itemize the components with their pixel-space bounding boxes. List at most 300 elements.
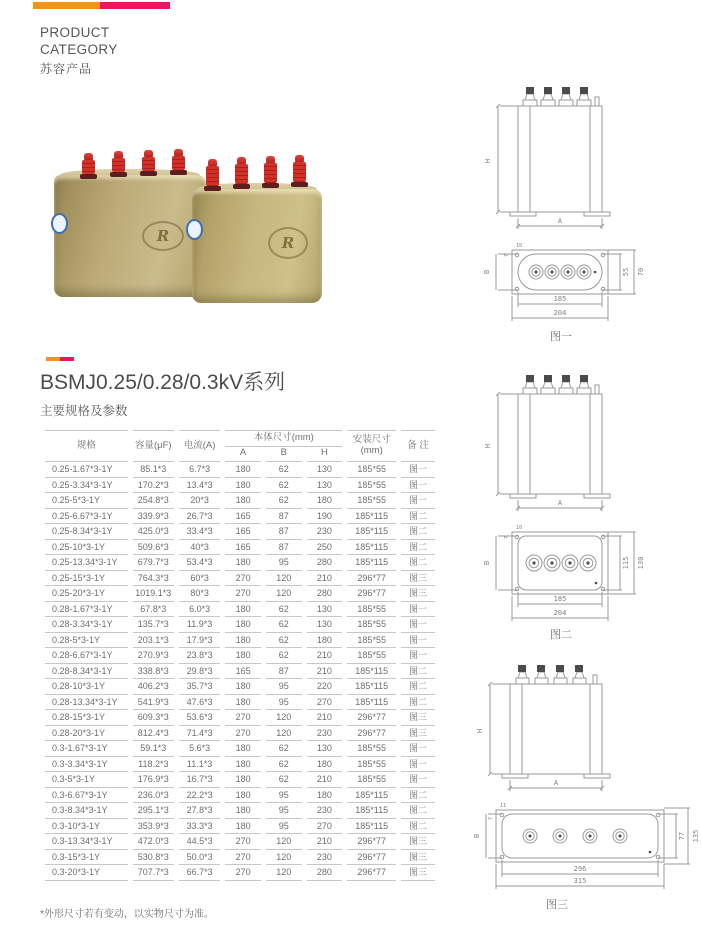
table-cell: 270	[307, 695, 343, 711]
table-row	[45, 819, 435, 835]
dim-inner-h: 115	[622, 556, 630, 570]
table-cell: 180	[307, 493, 343, 509]
table-cell: 0.25-10*3-1Y	[45, 540, 128, 556]
table-row	[45, 726, 435, 742]
terminal-icon	[142, 150, 155, 176]
table-cell: 185*55	[347, 602, 396, 618]
table-cell: 图二	[401, 664, 435, 680]
table-cell: 62	[266, 602, 302, 618]
table-cell: 95	[266, 788, 302, 804]
table-cell: 353.9*3	[133, 819, 174, 835]
table-cell: 180	[225, 741, 261, 757]
table-cell: 62	[266, 648, 302, 664]
table-cell: 185*115	[347, 555, 396, 571]
table-cell: 0.28-15*3-1Y	[45, 710, 128, 726]
table-cell: 87	[266, 509, 302, 525]
footnote: *外形尺寸若有变动，以实物尺寸为准。	[40, 909, 214, 920]
table-cell: 185*115	[347, 524, 396, 540]
table-cell: 26.7*3	[179, 509, 220, 525]
brand-bar-orange	[33, 2, 100, 9]
dim-outer-w: 204	[553, 609, 567, 617]
table-row	[45, 710, 435, 726]
dim-small-2: 7	[504, 253, 510, 257]
table-cell: 185*115	[347, 540, 396, 556]
table-row	[45, 803, 435, 819]
table-row	[45, 788, 435, 804]
dim-outer-w: 315	[573, 877, 587, 885]
table-cell: 118.2*3	[133, 757, 174, 773]
dim-outer-h: 70	[637, 267, 645, 277]
table-cell: 图二	[401, 695, 435, 711]
dim-inner-w: 185	[553, 595, 567, 603]
table-cell: 11.9*3	[179, 617, 220, 633]
table-cell: 95	[266, 555, 302, 571]
table-cell: 185*55	[347, 493, 396, 509]
table-cell: 5.6*3	[179, 741, 220, 757]
table-cell: 47.6*3	[179, 695, 220, 711]
table-cell: 210	[307, 772, 343, 788]
col-header-note: 备 注	[401, 430, 435, 462]
table-cell: 170.2*3	[133, 478, 174, 494]
table-cell: 296*77	[347, 865, 396, 881]
table-cell: 图三	[401, 865, 435, 881]
table-cell: 图一	[401, 493, 435, 509]
table-cell: 62	[266, 741, 302, 757]
table-cell: 707.7*3	[133, 865, 174, 881]
table-row	[45, 741, 435, 757]
terminal-icon	[172, 149, 185, 175]
table-cell: 0.28-3.34*3-1Y	[45, 617, 128, 633]
table-cell: 0.3-1.67*3-1Y	[45, 741, 128, 757]
table-cell: 180	[225, 555, 261, 571]
section-divider	[46, 357, 74, 361]
table-cell: 0.3-15*3-1Y	[45, 850, 128, 866]
spec-table-header	[45, 430, 435, 462]
table-cell: 180	[307, 788, 343, 804]
table-cell: 图二	[401, 679, 435, 695]
table-cell: 0.25-15*3-1Y	[45, 571, 128, 587]
table-cell: 0.3-20*3-1Y	[45, 865, 128, 881]
table-row	[45, 586, 435, 602]
table-cell: 236.0*3	[133, 788, 174, 804]
table-cell: 0.3-5*3-1Y	[45, 772, 128, 788]
table-cell: 图三	[401, 586, 435, 602]
table-cell: 85.1*3	[133, 462, 174, 478]
figure-3-drawing	[472, 662, 702, 894]
capacitor-right	[192, 189, 322, 303]
table-cell: 165	[225, 540, 261, 556]
table-cell: 230	[307, 803, 343, 819]
table-row	[45, 524, 435, 540]
table-cell: 67.8*3	[133, 602, 174, 618]
table-cell: 130	[307, 602, 343, 618]
table-cell: 165	[225, 664, 261, 680]
col-header-capacity: 容量(μF)	[133, 430, 174, 462]
table-cell: 图一	[401, 478, 435, 494]
page-title: BSMJ0.25/0.28/0.3kV系列	[40, 371, 286, 394]
terminal-icon	[112, 151, 125, 177]
table-row	[45, 633, 435, 649]
header-subtitle: 苏容产品	[40, 62, 93, 76]
dim-label-a: A	[557, 217, 563, 225]
table-cell: 图一	[401, 757, 435, 773]
page-header	[40, 24, 118, 78]
logo-letter: R	[281, 234, 295, 252]
col-header-a: A	[225, 447, 261, 463]
table-cell: 203.1*3	[133, 633, 174, 649]
table-cell: 23.8*3	[179, 648, 220, 664]
table-cell: 40*3	[179, 540, 220, 556]
table-row	[45, 462, 435, 478]
table-row	[45, 555, 435, 571]
table-cell: 541.9*3	[133, 695, 174, 711]
table-cell: 180	[225, 695, 261, 711]
table-cell: 120	[266, 850, 302, 866]
table-cell: 35.7*3	[179, 679, 220, 695]
table-cell: 280	[307, 555, 343, 571]
table-cell: 180	[225, 602, 261, 618]
table-cell: 220	[307, 679, 343, 695]
table-cell: 图二	[401, 540, 435, 556]
table-cell: 60*3	[179, 571, 220, 587]
table-cell: 185*115	[347, 803, 396, 819]
terminal-icon	[82, 153, 95, 179]
table-cell: 图一	[401, 648, 435, 664]
table-cell: 0.3-6.67*3-1Y	[45, 788, 128, 804]
table-cell: 180	[225, 757, 261, 773]
dim-inner-h: 55	[622, 267, 630, 277]
col-header-spec: 规格	[45, 430, 128, 462]
mount-line2: (mm)	[360, 445, 383, 456]
table-cell: 图一	[401, 617, 435, 633]
table-cell: 270	[225, 586, 261, 602]
table-cell: 185*55	[347, 741, 396, 757]
table-cell: 0.28-10*3-1Y	[45, 679, 128, 695]
table-cell: 180	[225, 679, 261, 695]
capacitor-left	[54, 175, 206, 297]
header-line2: CATEGORY	[40, 42, 118, 57]
table-cell: 296*77	[347, 586, 396, 602]
table-cell: 95	[266, 695, 302, 711]
table-cell: 95	[266, 679, 302, 695]
table-cell: 120	[266, 710, 302, 726]
table-cell: 165	[225, 524, 261, 540]
figure-3	[472, 662, 702, 912]
table-cell: 210	[307, 571, 343, 587]
table-cell: 180	[225, 819, 261, 835]
table-cell: 180	[225, 617, 261, 633]
table-cell: 0.25-8.34*3-1Y	[45, 524, 128, 540]
table-cell: 250	[307, 540, 343, 556]
table-cell: 296*77	[347, 571, 396, 587]
col-header-b: B	[266, 447, 302, 463]
table-cell: 180	[225, 478, 261, 494]
table-cell: 180	[225, 772, 261, 788]
table-cell: 53.6*3	[179, 710, 220, 726]
table-cell: 812.4*3	[133, 726, 174, 742]
table-cell: 13.4*3	[179, 478, 220, 494]
table-cell: 11.1*3	[179, 757, 220, 773]
table-cell: 0.25-5*3-1Y	[45, 493, 128, 509]
table-cell: 95	[266, 803, 302, 819]
dim-small-2: 7	[504, 535, 510, 539]
product-photo	[40, 133, 340, 315]
col-header-current: 电流(A)	[179, 430, 220, 462]
figure-2-drawing	[476, 372, 702, 624]
table-row	[45, 679, 435, 695]
terminal-icon	[235, 157, 248, 189]
table-cell: 图二	[401, 509, 435, 525]
table-cell: 图一	[401, 462, 435, 478]
table-cell: 33.4*3	[179, 524, 220, 540]
table-cell: 1019.1*3	[133, 586, 174, 602]
dim-label-h: H	[476, 728, 484, 734]
table-cell: 62	[266, 462, 302, 478]
table-cell: 17.9*3	[179, 633, 220, 649]
table-row	[45, 648, 435, 664]
dim-small-1: 11	[500, 803, 507, 809]
table-cell: 270	[225, 710, 261, 726]
table-cell: 120	[266, 586, 302, 602]
table-cell: 22.2*3	[179, 788, 220, 804]
table-cell: 图三	[401, 571, 435, 587]
table-row	[45, 571, 435, 587]
figure-3-caption: 图三	[546, 899, 568, 911]
table-cell: 185*55	[347, 757, 396, 773]
table-cell: 338.8*3	[133, 664, 174, 680]
table-cell: 180	[307, 757, 343, 773]
table-cell: 296*77	[347, 850, 396, 866]
table-cell: 95	[266, 819, 302, 835]
table-cell: 270	[307, 819, 343, 835]
table-cell: 280	[307, 865, 343, 881]
table-cell: 530.8*3	[133, 850, 174, 866]
table-cell: 185*115	[347, 695, 396, 711]
table-row	[45, 772, 435, 788]
terminal-icon	[264, 156, 277, 188]
dim-inner-h: 77	[678, 831, 686, 841]
table-cell: 210	[307, 834, 343, 850]
table-cell: 87	[266, 664, 302, 680]
table-cell: 120	[266, 571, 302, 587]
table-cell: 254.8*3	[133, 493, 174, 509]
table-row	[45, 865, 435, 881]
table-cell: 270	[225, 834, 261, 850]
table-cell: 50.0*3	[179, 850, 220, 866]
table-row	[45, 478, 435, 494]
table-cell: 180	[307, 633, 343, 649]
col-header-body-dims: 本体尺寸(mm)	[225, 430, 342, 447]
table-cell: 图二	[401, 819, 435, 835]
table-cell: 185*55	[347, 772, 396, 788]
table-row	[45, 617, 435, 633]
table-cell: 280	[307, 586, 343, 602]
table-cell: 0.28-5*3-1Y	[45, 633, 128, 649]
table-cell: 406.2*3	[133, 679, 174, 695]
dim-label-h: H	[484, 158, 492, 164]
figure-1	[476, 84, 702, 344]
table-cell: 图二	[401, 555, 435, 571]
table-cell: 180	[225, 803, 261, 819]
table-cell: 210	[307, 710, 343, 726]
dim-label-a: A	[553, 779, 559, 787]
dim-label-a: A	[557, 499, 563, 507]
table-row	[45, 664, 435, 680]
table-cell: 180	[225, 462, 261, 478]
figure-2	[476, 372, 702, 642]
dim-label-h: H	[484, 443, 492, 449]
table-cell: 6.0*3	[179, 602, 220, 618]
table-cell: 296*77	[347, 834, 396, 850]
table-cell: 图三	[401, 726, 435, 742]
table-cell: 509.6*3	[133, 540, 174, 556]
figure-1-caption: 图一	[550, 331, 572, 343]
table-cell: 120	[266, 726, 302, 742]
dim-small-1: 10	[516, 525, 523, 531]
dim-outer-h: 130	[637, 556, 645, 570]
table-cell: 185*55	[347, 617, 396, 633]
table-cell: 130	[307, 617, 343, 633]
table-row	[45, 509, 435, 525]
section-subtitle: 主要规格及参数	[40, 404, 128, 418]
table-cell: 图二	[401, 788, 435, 804]
table-cell: 62	[266, 493, 302, 509]
table-cell: 270.9*3	[133, 648, 174, 664]
table-cell: 425.0*3	[133, 524, 174, 540]
dim-inner-w: 296	[573, 865, 587, 873]
dim-label-b: B	[483, 269, 491, 275]
table-cell: 176.9*3	[133, 772, 174, 788]
table-cell: 270	[225, 865, 261, 881]
table-cell: 130	[307, 478, 343, 494]
brand-emboss-logo	[268, 227, 308, 259]
table-cell: 0.25-1.67*3-1Y	[45, 462, 128, 478]
table-cell: 230	[307, 524, 343, 540]
table-row	[45, 695, 435, 711]
dim-outer-w: 204	[553, 309, 567, 317]
dim-small-1: 10	[516, 243, 523, 249]
table-cell: 图一	[401, 741, 435, 757]
table-cell: 679.7*3	[133, 555, 174, 571]
table-cell: 472.0*3	[133, 834, 174, 850]
table-cell: 185*115	[347, 819, 396, 835]
table-cell: 0.3-8.34*3-1Y	[45, 803, 128, 819]
table-cell: 53.4*3	[179, 555, 220, 571]
table-cell: 0.28-6.67*3-1Y	[45, 648, 128, 664]
table-cell: 764.3*3	[133, 571, 174, 587]
table-cell: 图二	[401, 524, 435, 540]
table-cell: 62	[266, 617, 302, 633]
table-cell: 185*55	[347, 462, 396, 478]
table-row	[45, 540, 435, 556]
table-cell: 66.7*3	[179, 865, 220, 881]
table-cell: 0.28-8.34*3-1Y	[45, 664, 128, 680]
table-cell: 27.8*3	[179, 803, 220, 819]
table-cell: 130	[307, 741, 343, 757]
mount-line1: 安装尺寸	[352, 434, 391, 446]
table-cell: 120	[266, 834, 302, 850]
table-row	[45, 493, 435, 509]
table-cell: 20*3	[179, 493, 220, 509]
table-cell: 120	[266, 865, 302, 881]
table-row	[45, 850, 435, 866]
table-cell: 270	[225, 850, 261, 866]
table-cell: 0.28-13.34*3-1Y	[45, 695, 128, 711]
table-cell: 296*77	[347, 710, 396, 726]
col-header-h: H	[307, 447, 343, 463]
table-cell: 270	[225, 571, 261, 587]
table-cell: 0.3-10*3-1Y	[45, 819, 128, 835]
table-cell: 296*77	[347, 726, 396, 742]
table-cell: 图三	[401, 834, 435, 850]
table-cell: 0.25-20*3-1Y	[45, 586, 128, 602]
table-row	[45, 757, 435, 773]
dim-label-b: B	[483, 560, 491, 566]
brand-emboss-logo	[142, 221, 184, 251]
table-cell: 87	[266, 524, 302, 540]
table-cell: 62	[266, 633, 302, 649]
dim-small-2: 7	[488, 816, 494, 820]
cert-label-icon	[51, 213, 68, 234]
table-row	[45, 602, 435, 618]
table-cell: 图一	[401, 602, 435, 618]
table-cell: 130	[307, 462, 343, 478]
table-cell: 0.28-20*3-1Y	[45, 726, 128, 742]
table-cell: 87	[266, 540, 302, 556]
table-cell: 59.1*3	[133, 741, 174, 757]
table-cell: 135.7*3	[133, 617, 174, 633]
dim-outer-h: 135	[692, 829, 700, 843]
table-cell: 180	[225, 648, 261, 664]
table-cell: 62	[266, 757, 302, 773]
table-cell: 190	[307, 509, 343, 525]
table-cell: 62	[266, 772, 302, 788]
table-cell: 44.5*3	[179, 834, 220, 850]
table-cell: 185*115	[347, 679, 396, 695]
figure-1-drawing	[476, 84, 702, 326]
table-cell: 185*115	[347, 788, 396, 804]
spec-table-body	[45, 462, 435, 881]
table-cell: 180	[225, 493, 261, 509]
table-cell: 图三	[401, 850, 435, 866]
table-cell: 185*115	[347, 664, 396, 680]
table-cell: 图二	[401, 803, 435, 819]
col-header-mount	[347, 430, 396, 462]
table-cell: 6.7*3	[179, 462, 220, 478]
table-cell: 0.25-6.67*3-1Y	[45, 509, 128, 525]
table-cell: 180	[225, 633, 261, 649]
table-cell: 图一	[401, 633, 435, 649]
table-cell: 71.4*3	[179, 726, 220, 742]
brand-bar-pink	[100, 2, 170, 9]
dim-label-b: B	[473, 833, 481, 839]
table-cell: 210	[307, 664, 343, 680]
table-cell: 185*115	[347, 509, 396, 525]
table-cell: 33.3*3	[179, 819, 220, 835]
table-cell: 0.28-1.67*3-1Y	[45, 602, 128, 618]
table-cell: 230	[307, 850, 343, 866]
table-cell: 185*55	[347, 478, 396, 494]
table-cell: 180	[225, 788, 261, 804]
dim-inner-w: 185	[553, 295, 567, 303]
header-line1: PRODUCT	[40, 25, 110, 40]
cert-label-icon	[186, 219, 203, 240]
table-cell: 230	[307, 726, 343, 742]
table-cell: 185*55	[347, 648, 396, 664]
spec-table	[40, 430, 440, 881]
table-cell: 0.25-3.34*3-1Y	[45, 478, 128, 494]
figure-2-caption: 图二	[550, 629, 572, 641]
